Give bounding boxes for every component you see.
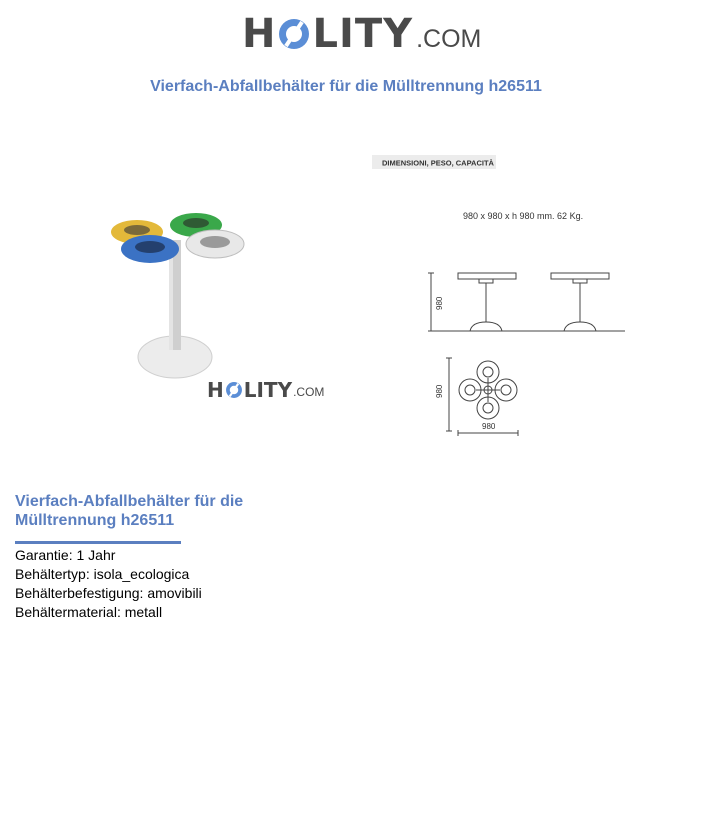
logo-letter-h: H bbox=[242, 11, 277, 57]
drawing-heading: DIMENSIONI, PESO, CAPACITÀ bbox=[382, 158, 494, 168]
side-view-elevation bbox=[428, 273, 625, 331]
site-logo[interactable] bbox=[242, 11, 482, 57]
spec-container-type: Behältertyp: isola_ecologica bbox=[15, 566, 190, 582]
logo-letters-lity: LITY bbox=[312, 11, 414, 57]
logo-o-mark-icon bbox=[277, 17, 311, 51]
watermark-letters-lity: LITY bbox=[243, 378, 293, 402]
product-title: Vierfach-Abfallbehälter für die Mülltrennung h26511 bbox=[15, 493, 244, 529]
drawing-dimensions-text: 980 x 980 x h 980 mm. 62 Kg. bbox=[463, 211, 584, 221]
width-dimension-label: 980 bbox=[482, 422, 496, 431]
spec-container-material: Behältermaterial: metall bbox=[15, 604, 163, 620]
logo-wordmark bbox=[242, 11, 414, 57]
watermark-o-mark-icon bbox=[225, 381, 243, 399]
spec-container-mounting: Behälterbefestigung: amovibili bbox=[15, 585, 202, 601]
watermark-logo bbox=[207, 378, 324, 402]
depth-dimension-label: 980 bbox=[435, 384, 444, 398]
watermark-wordmark bbox=[207, 378, 292, 402]
product-image bbox=[100, 205, 330, 405]
watermark-domain: .COM bbox=[293, 385, 325, 399]
page-title: Vierfach-Abfallbehälter für die Mülltrennung h26511 bbox=[150, 78, 542, 95]
logo-domain: .COM bbox=[416, 25, 482, 53]
watermark-letter-h: H bbox=[207, 378, 224, 402]
technical-drawing bbox=[370, 150, 632, 440]
product-specs bbox=[15, 546, 202, 622]
height-dimension-label: 980 bbox=[435, 296, 444, 310]
spec-warranty: Garantie: 1 Jahr bbox=[15, 547, 116, 563]
title-underline bbox=[15, 541, 181, 544]
